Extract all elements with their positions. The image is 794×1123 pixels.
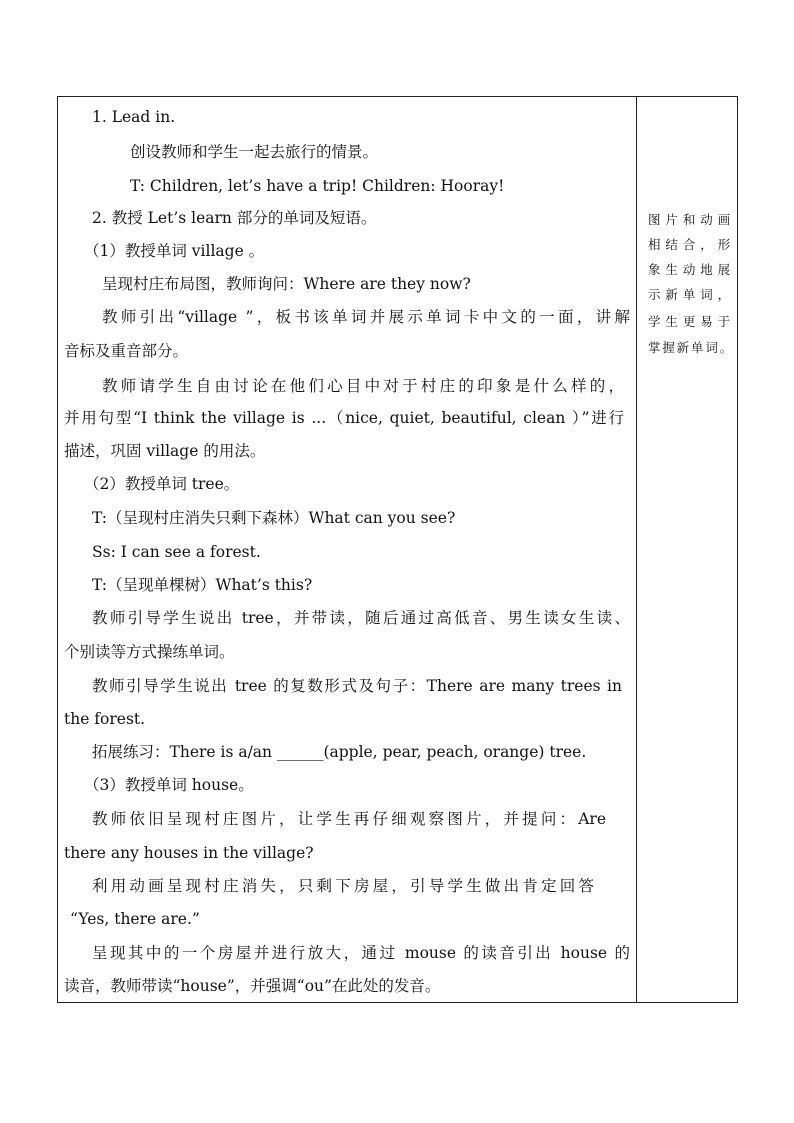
text-line: there any houses in the village?: [64, 844, 314, 862]
text-line: the forest.: [64, 710, 146, 728]
text-line: T:（呈现单棵树）What’s this?: [92, 576, 313, 594]
lesson-table: [57, 96, 738, 1003]
text-line: 描述，巩固 village 的用法。: [64, 442, 266, 460]
note-line: 学生更易于: [648, 314, 732, 329]
text-line: 呈现其中的一个房屋并进行放大，通过 mouse 的读音引出 house 的: [92, 944, 630, 962]
text-line: 教师引导学生说出 tree，并带读，随后通过高低音、男生读女生读、: [92, 609, 630, 627]
text-line: 个别读等方式操练单词。: [64, 643, 235, 661]
text-line: Ss: I can see a forest.: [92, 543, 261, 561]
text-line: 呈现村庄布局图，教师询问：Where are they now?: [102, 275, 471, 293]
note-line: 图片和动画: [648, 212, 732, 227]
text-line: T: Children, let’s have a trip! Children: Hooray!: [130, 177, 505, 195]
text-line: 教师引导学生说出 tree 的复数形式及句子：There are many trees in: [92, 677, 622, 695]
note-line: 示新单词，: [648, 287, 732, 302]
text-line: T:（呈现村庄消失只剩下森林）What can you see?: [92, 509, 456, 527]
text-line: 创设教师和学生一起去旅行的情景。: [130, 143, 379, 161]
text-line: 利用动画呈现村庄消失，只剩下房屋，引导学生做出肯定回答: [92, 877, 594, 895]
text-line: 读音，教师带读“house”，并强调“ou”在此处的发音。: [64, 977, 441, 995]
note-line: 掌握新单词。: [648, 340, 734, 355]
text-line: 1. Lead in.: [92, 108, 176, 126]
design-intent-cell: [637, 97, 737, 1002]
text-line: 教师请学生自由讨论在他们心目中对于村庄的印象是什么样的，: [102, 377, 624, 395]
text-line: （3）教授单词 house。: [84, 776, 254, 794]
text-line: 教师引出“village ”，板书该单词并展示单词卡中文的一面，讲解: [102, 308, 630, 326]
teaching-process-cell: [58, 97, 636, 1002]
text-line: 拓展练习：There is a/an ______(apple, pear, peach, orange) tree.: [92, 743, 587, 761]
text-line: 教师依旧呈现村庄图片，让学生再仔细观察图片，并提问：Are: [92, 810, 606, 828]
text-line: “Yes, there are.”: [70, 910, 200, 928]
text-line: （1）教授单词 village 。: [84, 242, 265, 260]
text-line: 并用句型“I think the village is ...（nice, quiet, beautiful, clean ）”进行: [64, 409, 624, 427]
text-line: （2）教授单词 tree。: [84, 475, 240, 493]
text-line: 音标及重音部分。: [64, 342, 189, 360]
note-line: 相结合，形: [648, 237, 732, 252]
text-line: 2. 教授 Let’s learn 部分的单词及短语。: [92, 209, 377, 227]
note-line: 象生动地展: [648, 262, 732, 277]
